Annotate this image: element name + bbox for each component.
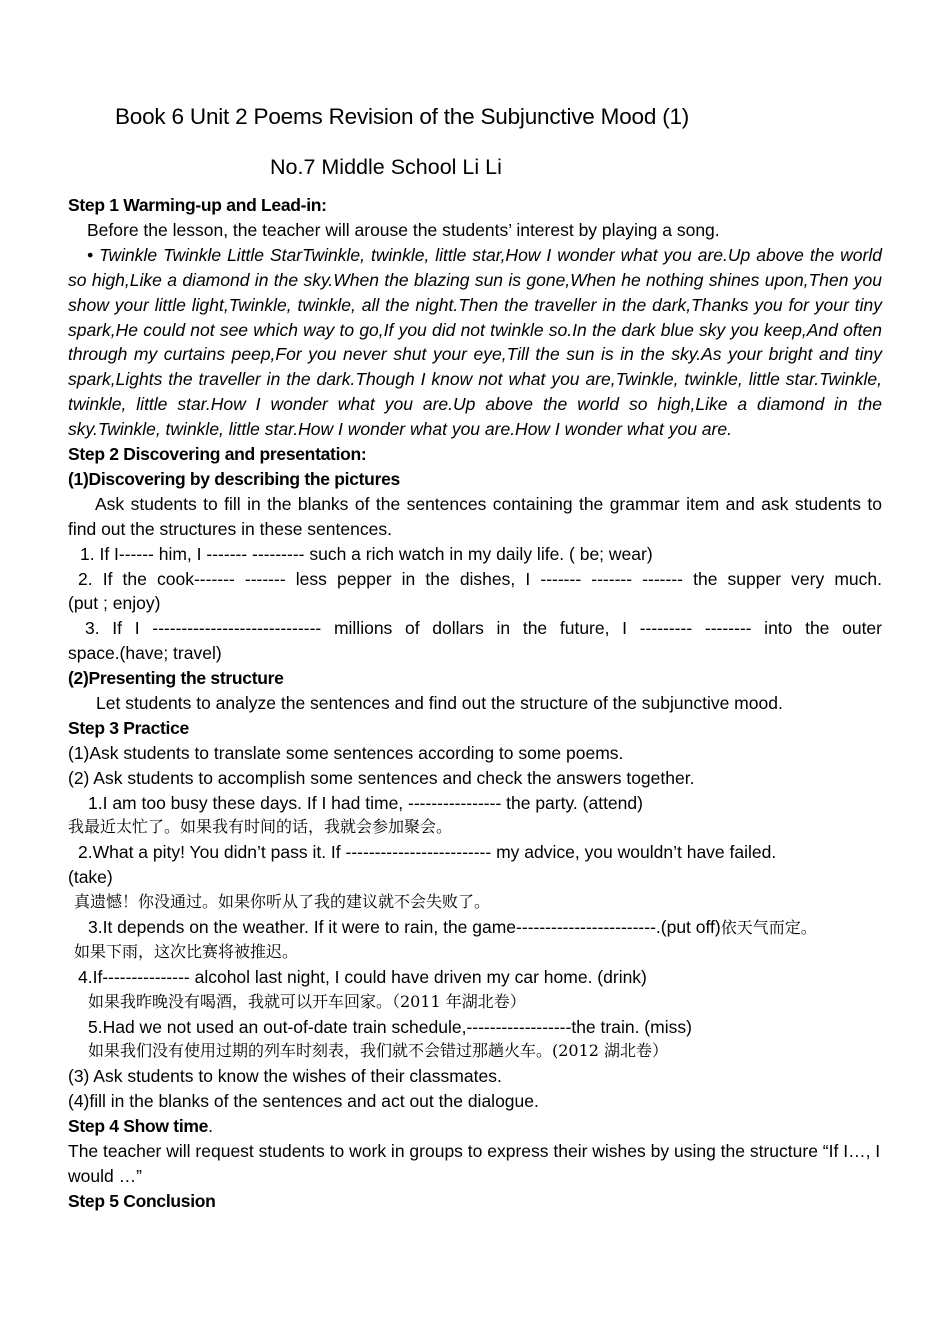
sentence-1: 1. If I------ him, I ------- --------- such a rich watch in my daily life. ( be; wear) xyxy=(80,543,653,564)
practice-3: (3) Ask students to know the wishes of their classmates. xyxy=(68,1066,502,1087)
step2-sub1-heading: (1)Discovering by describing the pictures xyxy=(68,468,400,489)
document-title: Book 6 Unit 2 Poems Revision of the Subjunctive Mood (1) xyxy=(115,104,690,129)
sentence-2-hint: (put ; enjoy) xyxy=(68,593,161,614)
question-3-inline-translation: 依天气而定。 xyxy=(720,917,817,937)
step4-text: The teacher will request students to work in groups to express their wishes by using the structure “If I…, I would …” xyxy=(68,1141,881,1186)
question-1-translation: 我最近太忙了。如果我有时间的话，我就会参加聚会。 xyxy=(68,817,453,837)
question-4-translation: 如果我昨晚没有喝酒，我就可以开车回家。（2011 年湖北卷） xyxy=(88,991,526,1011)
question-2: 2.What a pity! You didn’t pass it. If ------------------------- my advice, you wouldn’t have failed. xyxy=(78,842,777,863)
question-2-hint: (take) xyxy=(68,867,113,888)
step5-heading: Step 5 Conclusion xyxy=(68,1190,216,1211)
step4-heading-period: . xyxy=(208,1116,213,1137)
step4-heading-line xyxy=(68,1114,882,1139)
sentence-3: 3. If I ----------------------------- millions of dollars in the future, I --------- -------- into the outer xyxy=(85,618,882,639)
sentence-2: 2. If the cook------- ------- less pepper in the dishes, I ------- ------- ------- the supper very much. xyxy=(78,568,882,589)
practice-1: (1)Ask students to translate some sentences according to some poems. xyxy=(68,742,624,763)
practice-4: (4)fill in the blanks of the sentences and act out the dialogue. xyxy=(68,1091,539,1112)
author-line: No.7 Middle School Li Li xyxy=(270,155,502,179)
step3-heading: Step 3 Practice xyxy=(68,717,189,738)
question-5-translation: 如果我们没有使用过期的列车时刻表，我们就不会错过那趟火车。(2012 湖北卷） xyxy=(88,1041,669,1061)
step2-sub1-text: Ask students to fill in the blanks of the sentences containing the grammar item and ask students to find out the structures in these sentences. xyxy=(68,493,882,539)
question-3 xyxy=(68,915,882,940)
question-1: 1.I am too busy these days. If I had time, ---------------- the party. (attend) xyxy=(88,792,643,813)
song-lyrics: • Twinkle Twinkle Little StarTwinkle, twinkle, little star,How I wonder what you are.Up above the world so high,Like a diamond in the sky.When the blazing sun is gone,When he nothing shines upon,Then you show your little light,Twinkle, twinkle, all the night.Then the traveller in the dark,Thanks you for your tiny spark,He could not see which way to go,If you did not twinkle so.In the dark blue sky you keep,And often through my curtains peep,For you never shut your eye,Till the sun is in the sky.As your bright and tiny spark,Lights the traveller in the dark.Though I know not what you are,Twinkle, twinkle, little star.Twinkle, twinkle, little star.How I wonder what you are.Up above the world so high,Like a diamond in the sky.Twinkle, twinkle, little star.How I wonder what you are.How I wonder what you are. xyxy=(68,244,882,440)
step1-heading: Step 1 Warming-up and Lead-in: xyxy=(68,195,327,215)
sentence-3-hint: space.(have; travel) xyxy=(68,643,222,664)
question-3-english: 3.It depends on the weather. If it were to rain, the game------------------------.(put off) xyxy=(88,916,721,937)
question-2-translation: 真遗憾！你没通过。如果你听从了我的建议就不会失败了。 xyxy=(74,892,491,912)
question-3-translation: 如果下雨，这次比赛将被推迟。 xyxy=(74,941,299,961)
step4-heading: Step 4 Show time xyxy=(68,1116,209,1137)
question-4: 4.If--------------- alcohol last night, I could have driven my car home. (drink) xyxy=(78,966,647,987)
document-body xyxy=(68,193,882,1214)
question-5: 5.Had we not used an out-of-date train schedule,------------------the train. (miss) xyxy=(88,1016,692,1037)
step2-sub2-heading: (2)Presenting the structure xyxy=(68,668,284,689)
step2-heading: Step 2 Discovering and presentation: xyxy=(68,444,367,465)
step1-intro: Before the lesson, the teacher will arouse the students’ interest by playing a song. xyxy=(87,219,720,240)
practice-2: (2) Ask students to accomplish some sentences and check the answers together. xyxy=(68,767,695,788)
step2-sub2-text: Let students to analyze the sentences and find out the structure of the subjunctive mood. xyxy=(96,692,783,713)
